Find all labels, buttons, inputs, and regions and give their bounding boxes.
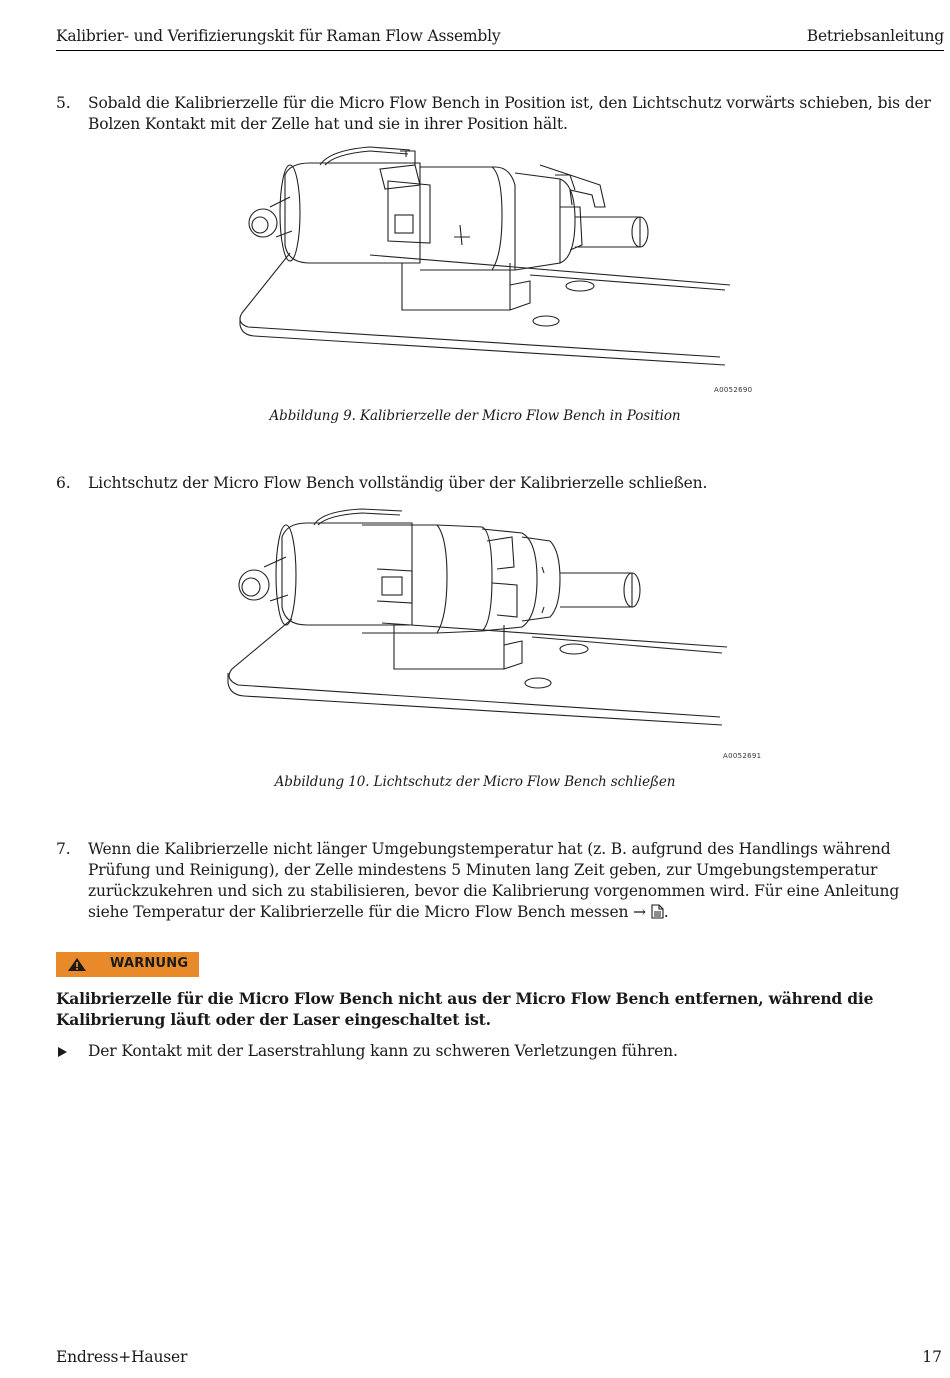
step-number: 5. <box>56 94 71 112</box>
step-6 <box>56 473 938 495</box>
page-number: 17 <box>922 1348 942 1366</box>
step-5 <box>56 93 938 137</box>
warning-triangle-icon <box>67 957 87 976</box>
step-7-suffix: . <box>663 903 669 921</box>
step-number: 7. <box>56 840 71 858</box>
warning-label: WARNUNG <box>110 956 189 971</box>
bullet-text: Der Kontakt mit der Laserstrahlung kann zu schweren Verletzungen führen. <box>88 1042 678 1060</box>
figure-code: A0052691 <box>723 752 762 760</box>
bullet-arrow-icon <box>58 1047 67 1057</box>
step-text: Sobald die Kalibrierzelle für die Micro Flow Bench in Position ist, den Lichtschutz vorwärts schieben, bis der Bolzen Kontakt mit der Zelle hat und sie in ihrer Position hält. <box>88 94 931 133</box>
step-number: 6. <box>56 474 71 492</box>
page-header <box>56 27 944 51</box>
figure-10-caption: Abbildung 10. Lichtschutz der Micro Flow Bench schließen <box>274 774 676 790</box>
figure-9-illustration <box>230 145 760 370</box>
figure-9-caption: Abbildung 9. Kalibrierzelle der Micro Flow Bench in Position <box>269 408 681 424</box>
step-text: Lichtschutz der Micro Flow Bench vollständig über der Kalibrierzelle schließen. <box>88 474 708 492</box>
footer-brand: Endress+Hauser <box>56 1348 188 1366</box>
warning-heading: Kalibrierzelle für die Micro Flow Bench nicht aus der Micro Flow Bench entfernen, während die Kalibrierung läuft oder der Laser eingeschaltet ist. <box>56 989 874 1029</box>
figure-10-illustration <box>222 507 762 737</box>
figure-code: A0052690 <box>714 386 753 394</box>
warning-badge <box>56 952 199 977</box>
document-title: Kalibrier- und Verifizierungskit für Raman Flow Assembly <box>56 27 501 45</box>
document-type: Betriebsanleitung <box>806 27 944 45</box>
step-7 <box>56 839 938 925</box>
step-7-body: Wenn die Kalibrierzelle nicht länger Umgebungstemperatur hat (z. B. aufgrund des Handlings während Prüfung und Reinigung), der Zelle mindestens 5 Minuten lang Zeit geben, zur Umgebungstemperatur zurückzukehren und sich zu stabilisieren, bevor die Kalibrierung vorgenommen wird. Für eine Anleitung siehe Temperatur der Kalibrierzelle für die Micro Flow Bench messen → <box>88 840 900 921</box>
step-text <box>88 839 938 925</box>
document-reference-icon[interactable] <box>651 904 664 925</box>
